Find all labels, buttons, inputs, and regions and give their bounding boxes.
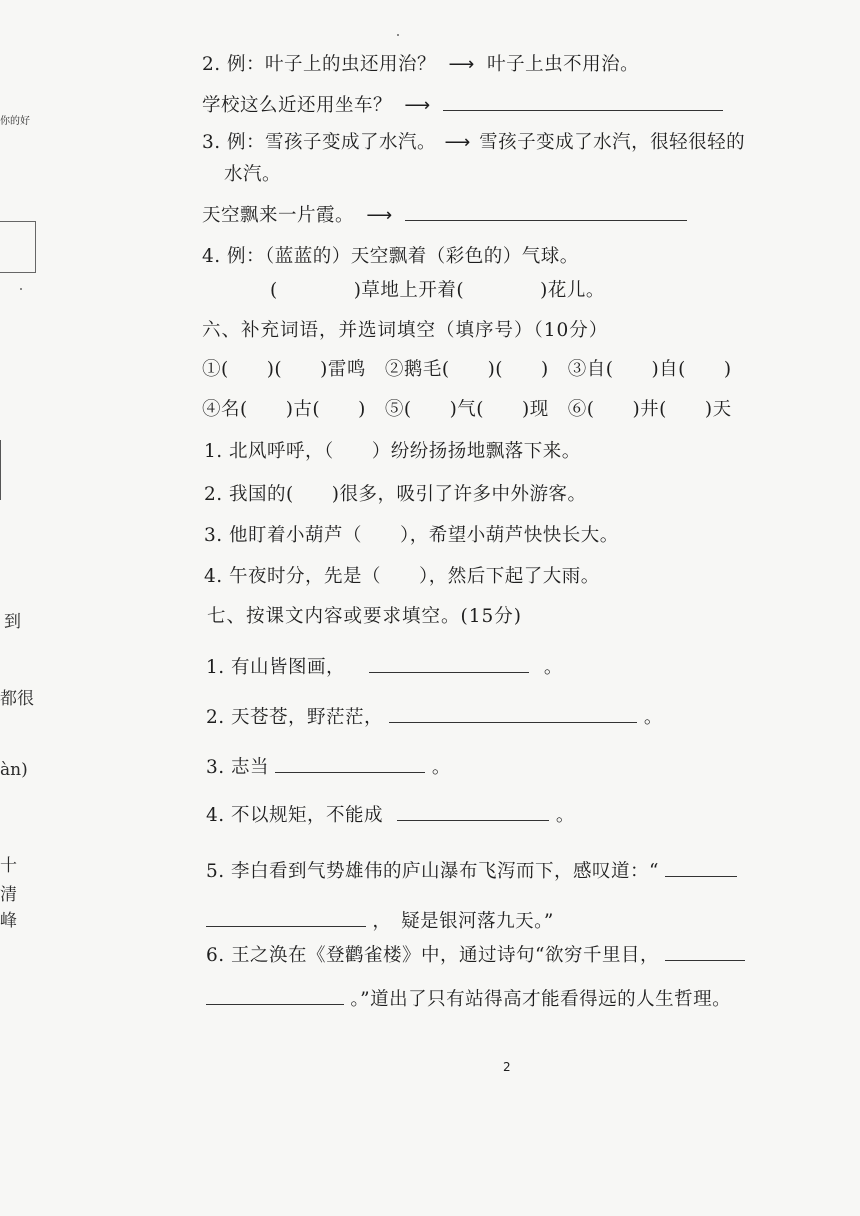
- task-text: 天空飘来一片霞。: [202, 205, 355, 226]
- example-text: 2. 例：叶子上的虫还用治？: [202, 54, 437, 75]
- section7-q3: [206, 754, 451, 781]
- section7-q5-line2: [206, 908, 554, 935]
- answer-blank[interactable]: [665, 942, 745, 961]
- example-answer: 叶子上虫不用治。: [487, 54, 640, 75]
- question-end: 。: [431, 757, 451, 778]
- q5-3-example: [202, 130, 745, 156]
- section6-q2[interactable]: 2. 我国的( )很多，吸引了许多中外游客。: [204, 484, 587, 505]
- q5-4-task[interactable]: ( )草地上开着( )花儿。: [270, 280, 605, 301]
- question-text: 5. 李白看到气势雄伟的庐山瀑布飞泻而下，感叹道：“: [206, 861, 659, 882]
- question-end: 。: [643, 707, 663, 728]
- question-text: 6. 王之涣在《登鹳雀楼》中，通过诗句“欲穷千里目，: [206, 945, 659, 966]
- section6-q4[interactable]: 4. 午夜时分，先是（ ），然后下起了大雨。: [204, 566, 600, 587]
- question-text: 。”道出了只有站得高才能看得远的人生哲理。: [350, 989, 732, 1010]
- margin-box: [0, 221, 36, 273]
- answer-blank[interactable]: [389, 704, 637, 723]
- question-text: ， 疑是银河落九天。”: [372, 911, 554, 932]
- question-text: 2. 天苍苍，野茫茫，: [206, 707, 384, 728]
- margin-fragment: 你的好: [0, 116, 30, 127]
- question-text: 3. 志当: [206, 757, 270, 778]
- question-text: 4. 不以规矩，不能成: [206, 805, 384, 826]
- q5-2-example: [202, 52, 639, 78]
- answer-blank[interactable]: [405, 202, 687, 221]
- scan-speck: [397, 34, 399, 36]
- answer-blank[interactable]: [369, 654, 529, 673]
- arrow-icon: ⟶: [444, 132, 471, 153]
- section6-q1[interactable]: 1. 北风呼呼，（ ）纷纷扬扬地飘落下来。: [204, 441, 581, 462]
- section7-q6-line2: [206, 986, 731, 1013]
- section7-heading: 七、按课文内容或要求填空。(15分): [207, 606, 522, 627]
- example-answer: 雪孩子变成了水汽，很轻很轻的: [479, 132, 746, 153]
- margin-fragment: 十: [0, 856, 17, 876]
- answer-blank[interactable]: [206, 908, 366, 927]
- section6-heading: 六、补充词语，并选词填空（填序号）（10分）: [202, 320, 609, 341]
- answer-blank[interactable]: [665, 858, 737, 877]
- margin-fragment: 清: [0, 885, 17, 905]
- arrow-icon: ⟶: [448, 54, 475, 75]
- section6-q3[interactable]: 3. 他盯着小葫芦（ ），希望小葫芦快快长大。: [204, 525, 619, 546]
- q5-3-example-cont: 水汽。: [224, 164, 282, 185]
- arrow-icon: ⟶: [404, 95, 431, 116]
- task-text: 学校这么近还用坐车？: [202, 95, 393, 116]
- margin-fragment: 都很: [0, 689, 34, 709]
- margin-fragment: àn): [0, 760, 28, 780]
- answer-blank[interactable]: [397, 802, 549, 821]
- section7-q1: [206, 654, 563, 681]
- section7-q6-line1: [206, 942, 745, 969]
- section6-words-row2[interactable]: ④名( )古( ) ⑤( )气( )现 ⑥( )井( )天: [202, 399, 732, 420]
- section7-q5-line1: [206, 858, 737, 885]
- margin-fragment: 峰: [0, 911, 17, 931]
- page-number: 2: [503, 1060, 511, 1074]
- answer-blank[interactable]: [443, 92, 723, 111]
- q5-4-example: 4. 例：（蓝蓝的）天空飘着（彩色的）气球。: [202, 246, 579, 267]
- section6-words-row1[interactable]: ①( )( )雷鸣 ②鹅毛( )( ) ③自( )自( ): [202, 359, 732, 380]
- question-end: 。: [543, 657, 563, 678]
- scan-speck: [20, 288, 22, 290]
- answer-blank[interactable]: [206, 986, 344, 1005]
- q5-3-task: [202, 202, 687, 229]
- section7-q4: [206, 802, 575, 829]
- example-text: 3. 例：雪孩子变成了水汽。: [202, 132, 437, 153]
- question-end: 。: [555, 805, 575, 826]
- answer-blank[interactable]: [275, 754, 425, 773]
- section7-q2: [206, 704, 663, 731]
- question-text: 1. 有山皆图画，: [206, 657, 346, 678]
- margin-fragment: 到: [4, 612, 21, 632]
- margin-line: [0, 440, 1, 500]
- q5-2-task: [202, 92, 723, 119]
- arrow-icon: ⟶: [366, 205, 393, 226]
